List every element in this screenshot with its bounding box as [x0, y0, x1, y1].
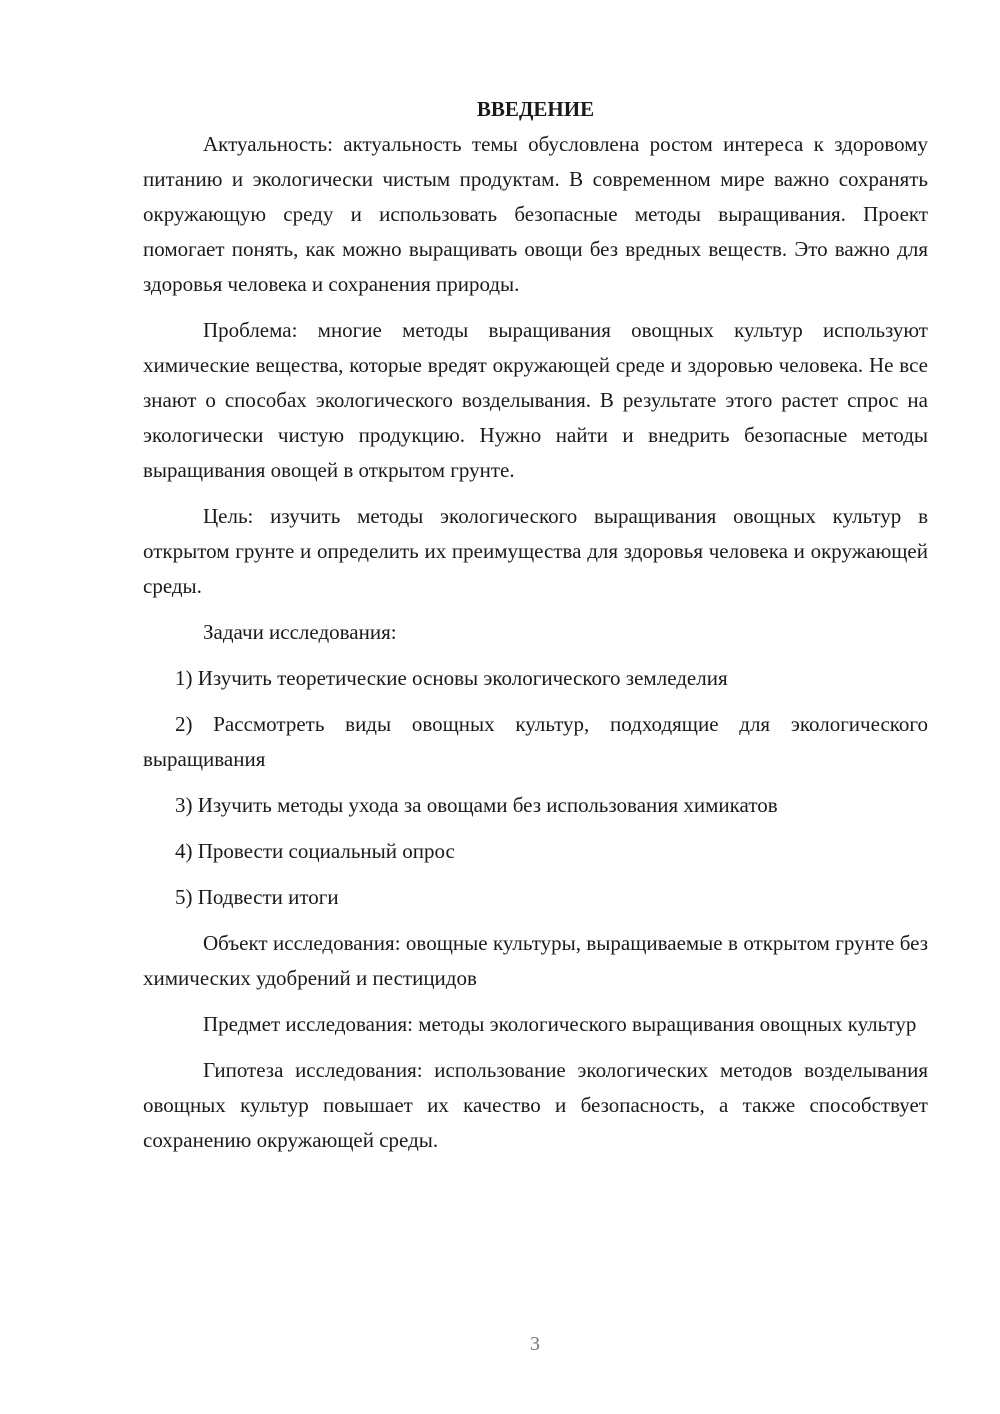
hypothesis-paragraph: Гипотеза исследования: использование экологических методов возделывания овощных культур повышает их качество и безопасность, а также способствует сохранению окружающей среды. — [143, 1058, 928, 1152]
task-item-5: 5) Подвести итоги — [175, 885, 339, 909]
task-item-4: 4) Провести социальный опрос — [175, 839, 455, 863]
page-title: ВВЕДЕНИЕ — [476, 97, 595, 121]
document-page — [143, 92, 928, 1158]
tasks-heading: Задачи исследования: — [203, 620, 397, 644]
subject-paragraph: Предмет исследования: методы экологического выращивания овощных культур — [203, 1012, 917, 1036]
task-item-1: 1) Изучить теоретические основы экологического земледелия — [175, 666, 728, 690]
problem-paragraph: Проблема: многие методы выращивания овощных культур используют химические вещества, которые вредят окружающей среде и здоровью человека. Не все знают о способах экологического возделывания. В результате этого растет спрос на экологически чистую продукцию. Нужно найти и внедрить безопасные методы выращивания овощей в открытом грунте. — [143, 318, 928, 482]
goal-paragraph: Цель: изучить методы экологического выращивания овощных культур в открытом грунте и определить их преимущества для здоровья человека и окружающей среды. — [143, 504, 928, 598]
task-item-3: 3) Изучить методы ухода за овощами без использования химикатов — [175, 793, 778, 817]
object-paragraph: Объект исследования: овощные культуры, выращиваемые в открытом грунте без химических удобрений и пестицидов — [143, 931, 928, 990]
relevance-paragraph: Актуальность: актуальность темы обусловлена ростом интереса к здоровому питанию и экологически чистым продуктам. В современном мире важно сохранять окружающую среду и использовать безопасные методы выращивания. Проект помогает понять, как можно выращивать овощи без вредных веществ. Это важно для здоровья человека и сохранения природы. — [143, 132, 928, 296]
task-item-2: 2) Рассмотреть виды овощных культур, подходящие для экологического выращивания — [143, 712, 928, 771]
page-number: 3 — [530, 1333, 540, 1355]
